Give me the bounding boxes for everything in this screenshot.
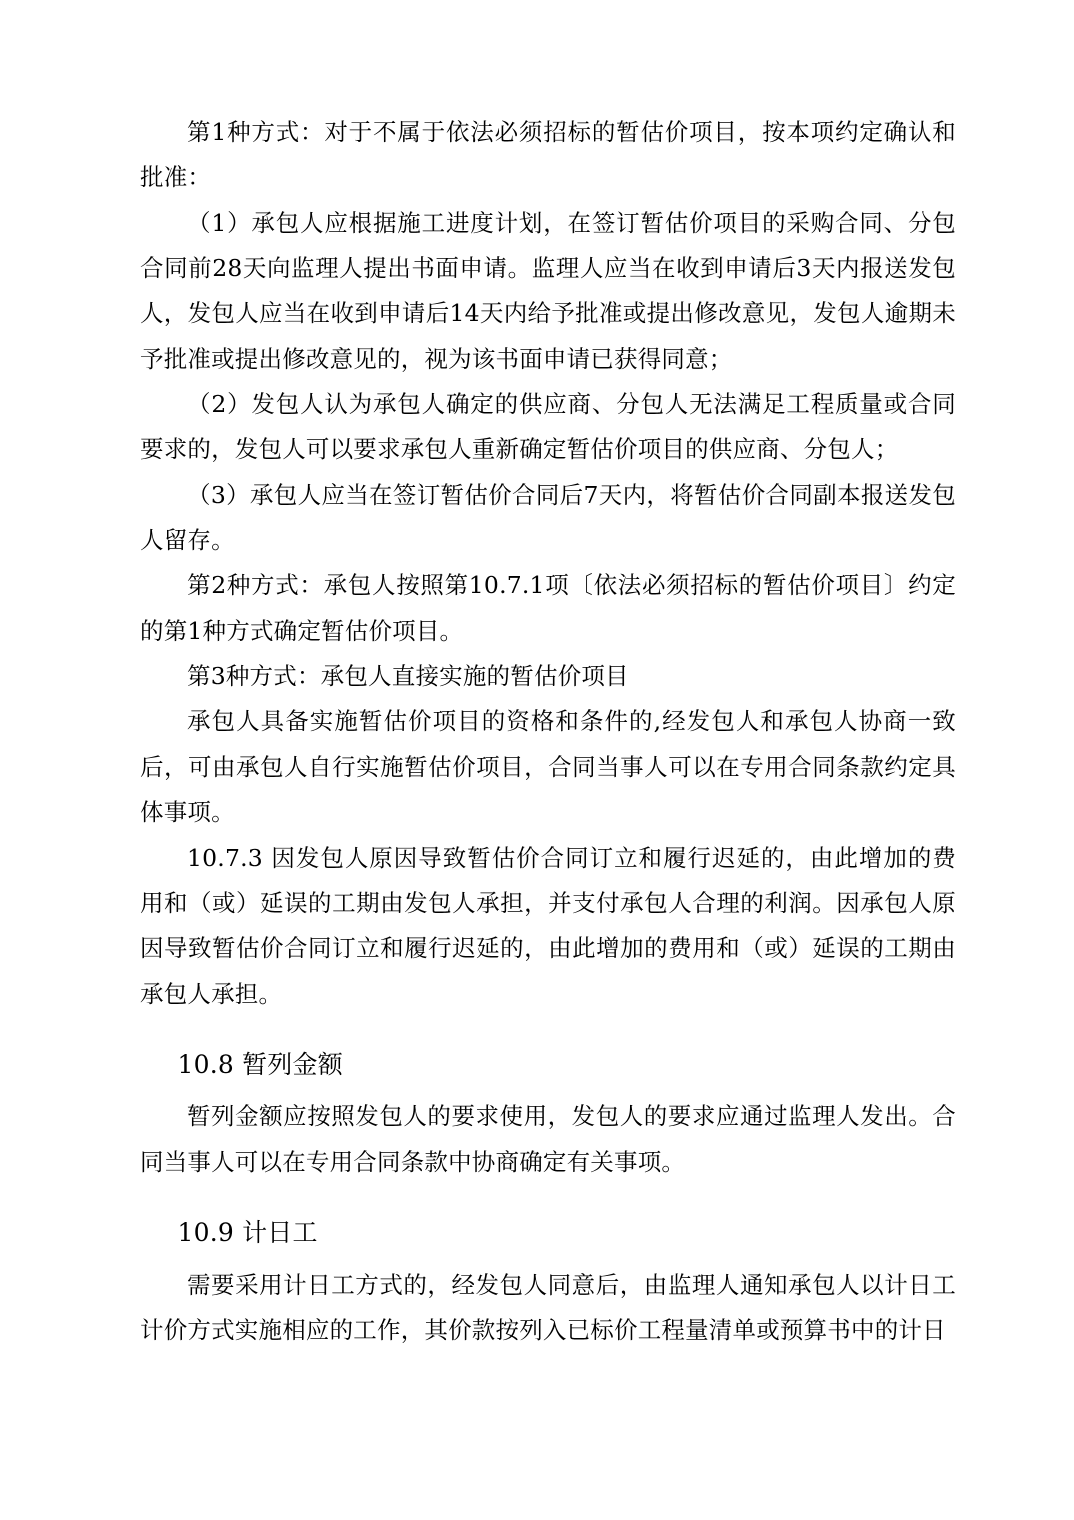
paragraph-method-1-item-3: （3）承包人应当在签订暂估价合同后7天内，将暂估价合同副本报送发包人留存。	[140, 480, 956, 555]
paragraph-method-1-item-2: （2）发包人认为承包人确定的供应商、分包人无法满足工程质量或合同要求的，发包人可以要求承包人重新确定暂估价项目的供应商、分包人；	[140, 390, 956, 464]
heading-10-8: 10.8 暂列金额	[177, 1049, 343, 1079]
paragraph-clause-10-7-3: 10.7.3 因发包人原因导致暂估价合同订立和履行迟延的，由此增加的费用和（或）延误的工期由发包人承担，并支付承包人合理的利润。因承包人原因导致暂估价合同订立和履行迟延的，由此增加的费用和（或）延误的工期由承包人承担。	[140, 843, 956, 1008]
heading-10-9: 10.9 计日工	[177, 1218, 318, 1248]
paragraph-method-3-title: 第3种方式：承包人直接实施的暂估价项目	[187, 662, 629, 691]
paragraph-clause-10-9: 需要采用计日工方式的，经发包人同意后，由监理人通知承包人以计日工计价方式实施相应的工作，其价款按列入已标价工程量清单或预算书中的计日	[140, 1270, 956, 1344]
paragraph-method-3-body: 承包人具备实施暂估价项目的资格和条件的,经发包人和承包人协商一致后，可由承包人自行实施暂估价项目，合同当事人可以在专用合同条款约定具体事项。	[140, 707, 956, 827]
paragraph-method-2: 第2种方式：承包人按照第10.7.1项〔依法必须招标的暂估价项目〕约定的第1种方式确定暂估价项目。	[140, 571, 956, 645]
paragraph-clause-10-8: 暂列金额应按照发包人的要求使用，发包人的要求应通过监理人发出。合同当事人可以在专用合同条款中协商确定有关事项。	[140, 1102, 956, 1176]
paragraph-method-1-intro: 第1种方式：对于不属于依法必须招标的暂估价项目，按本项约定确认和批准：	[140, 118, 956, 192]
paragraph-method-1-item-1: （1）承包人应根据施工进度计划，在签订暂估价项目的采购合同、分包合同前28天向监理人提出书面申请。监理人应当在收到申请后3天内报送发包人，发包人应当在收到申请后14天内给予批准或提出修改意见，发包人逾期未予批准或提出修改意见的，视为该书面申请已获得同意；	[140, 208, 956, 373]
document-body	[140, 110, 956, 1353]
